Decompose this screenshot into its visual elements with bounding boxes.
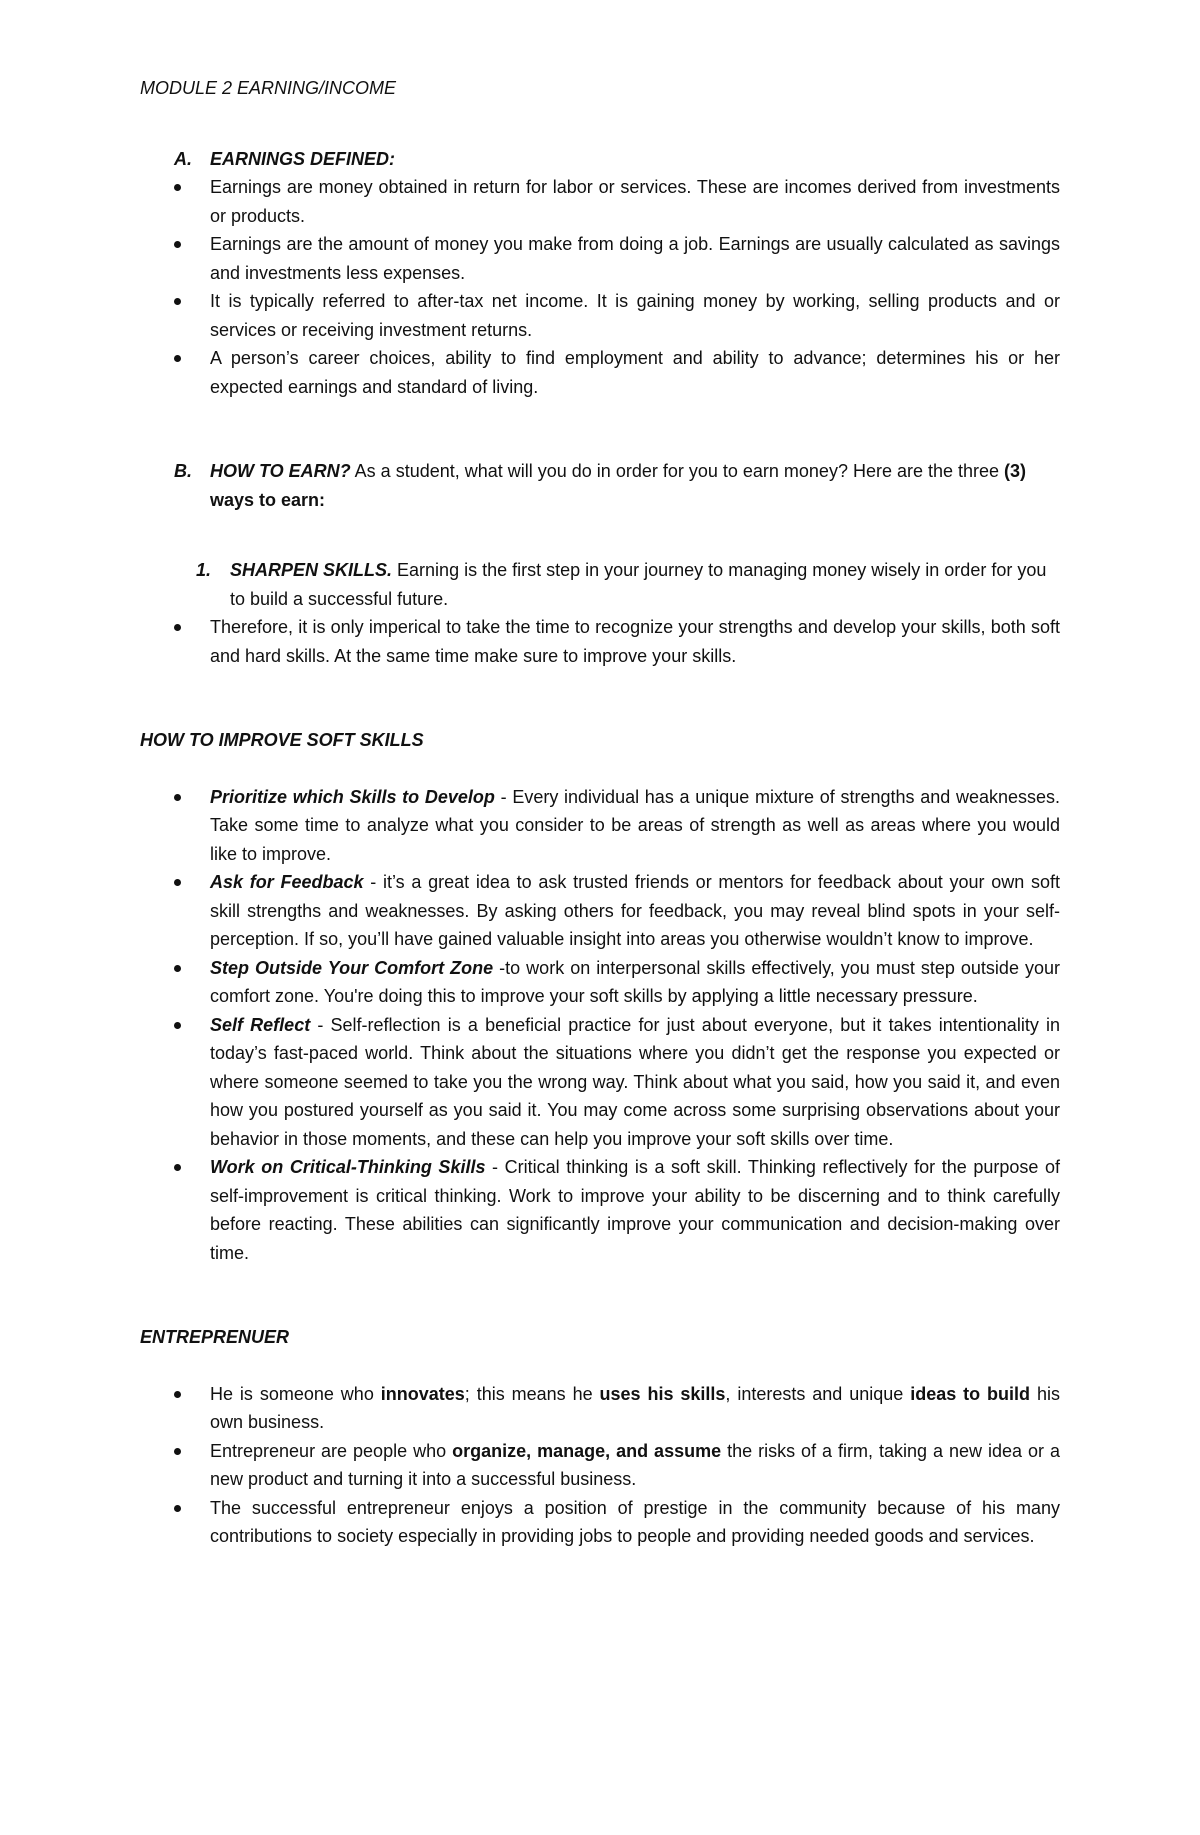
list-item: The successful entrepreneur enjoys a position of prestige in the community because of his many contributions to society especially in providing jobs to people and providing needed goods and services. xyxy=(140,1494,1060,1551)
module-title: MODULE 2 EARNING/INCOME xyxy=(140,78,397,98)
skill-text: - it’s a great idea to ask trusted friends or mentors for feedback about your own soft skill strengths and weaknesses. By asking others for feedback, you may reveal blind spots in your self-perception. If so, you’ll have gained valuable insight into areas you otherwise wouldn’t know to improve. xyxy=(210,872,1060,949)
soft-skills-heading: HOW TO IMPROVE SOFT SKILLS xyxy=(140,730,424,750)
section-b-intro xyxy=(210,457,1060,514)
text-run: , interests and unique xyxy=(725,1383,911,1404)
skill-term: Ask for Feedback xyxy=(210,872,364,892)
section-b-intro-bold: (3) ways to earn: xyxy=(210,461,1027,510)
skill-term: Prioritize which Skills to Develop xyxy=(210,786,495,807)
bold-run: ideas to build xyxy=(910,1383,1031,1404)
list-item xyxy=(140,1437,1060,1494)
list-item: A person’s career choices, ability to find employment and ability to advance; determines his or her expected earnings and standard of living. xyxy=(140,344,1060,401)
item-body xyxy=(230,556,1060,613)
section-b-title: HOW TO EARN? xyxy=(210,461,351,481)
entrepreneur-heading: ENTREPRENUER xyxy=(140,1327,290,1347)
section-a-letter: A. xyxy=(174,148,192,169)
section-b-intro-text: As a student, what will you do in order for you to earn money? Here are the three xyxy=(350,461,1005,481)
item-heading: SHARPEN SKILLS. xyxy=(230,560,393,580)
text-run: ; this means he xyxy=(464,1383,600,1404)
skill-text: -to work on interpersonal skills effectively, you must step outside your comfort zone. You're doing this to improve your soft skills by applying a little necessary pressure. xyxy=(210,957,1060,1006)
item-number: 1. xyxy=(196,560,212,580)
skill-term: Work on Critical-Thinking Skills xyxy=(210,1157,486,1177)
section-a-title: EARNINGS DEFINED: xyxy=(210,148,396,169)
section-a-heading xyxy=(140,145,1060,174)
list-item: Therefore, it is only imperical to take the time to recognize your strengths and develop your skills, both soft and hard skills. At the same time make sure to improve your skills. xyxy=(140,613,1060,670)
text-run: the risks of a firm, taking a new idea or a new product and turning it into a successful business. xyxy=(210,1440,1060,1489)
list-item xyxy=(140,954,1060,1011)
list-item: It is typically referred to after-tax net income. It is gaining money by working, selling products and or services or receiving investment returns. xyxy=(140,287,1060,344)
list-item xyxy=(140,1011,1060,1154)
skill-text: - Self-reflection is a beneficial practice for just about everyone, but it takes intentionality in today’s fast-paced world. Think about the situations where you didn’t get the response you expected or where someone seemed to take you the wrong way. Think about what you said, how you said it, and even how you postured yourself as you said it. You may come across some surprising observations about your behavior in those moments, and these can help you improve your soft skills over time. xyxy=(210,1014,1060,1149)
skill-term: Self Reflect xyxy=(210,1014,311,1035)
section-b-heading xyxy=(140,457,1060,514)
list-item: Earnings are the amount of money you make from doing a job. Earnings are usually calculated as savings and investments less expenses. xyxy=(140,230,1060,287)
skill-text: - Critical thinking is a soft skill. Thinking reflectively for the purpose of self-improvement is critical thinking. Work to improve your ability to be discerning and to think carefully before reacting. These abilities can significantly improve your communication and decision-making over time. xyxy=(210,1157,1060,1263)
section-a-list xyxy=(140,173,1060,401)
section-b-letter: B. xyxy=(174,461,192,481)
skill-term: Step Outside Your Comfort Zone xyxy=(210,957,494,978)
soft-skills-list xyxy=(140,783,1060,1268)
list-item xyxy=(140,1380,1060,1437)
list-item xyxy=(140,1153,1060,1267)
text-run: Entrepreneur are people who xyxy=(210,1440,453,1461)
entrepreneur-list xyxy=(140,1380,1060,1551)
list-item: Earnings are money obtained in return for labor or services. These are incomes derived from investments or products. xyxy=(140,173,1060,230)
bold-run: organize, manage, and assume xyxy=(452,1440,722,1461)
text-run: He is someone who xyxy=(210,1383,381,1404)
skill-text: - Every individual has a unique mixture of strengths and weaknesses. Take some time to analyze what you consider to be areas of strength as well as areas where you would like to improve. xyxy=(210,786,1060,864)
list-item xyxy=(140,783,1060,869)
numbered-item-1 xyxy=(140,556,1060,613)
text-run: his own business. xyxy=(210,1383,1060,1432)
bold-run: uses his skills xyxy=(599,1383,726,1404)
section-b-list xyxy=(140,613,1060,670)
item-text: Earning is the first step in your journey to managing money wisely in order for you to build a successful future. xyxy=(230,560,1047,609)
list-item xyxy=(140,868,1060,954)
bold-run: innovates xyxy=(380,1383,465,1404)
